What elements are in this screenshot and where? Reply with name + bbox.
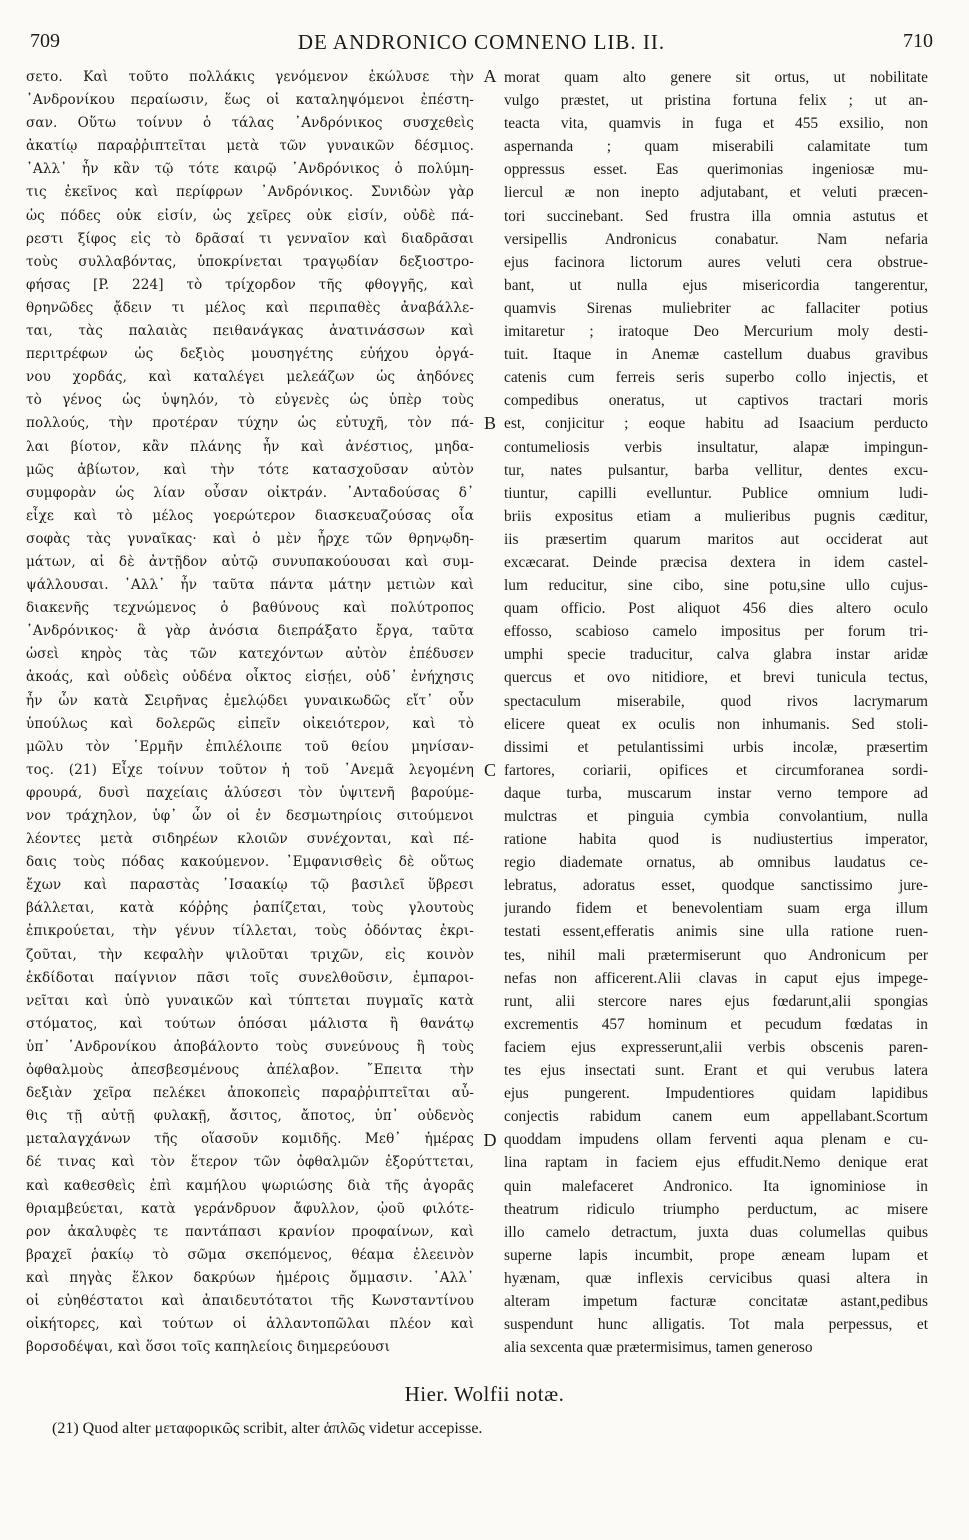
greek-text-line: ᾿Ανδρόνικος· ἃ γὰρ ἀνόσια διεπράξατο ἔργα, ταῦτα (26, 623, 474, 640)
latin-text-line: daque turba, muscarum instar verno tempore ad (504, 784, 928, 802)
greek-text-line: ὡς πόδες οὐκ εἰσίν, ὡς χεῖρες οὐκ εἰσίν, οὐδὲ πά- (26, 207, 474, 224)
greek-text-line: οἰκήτορες, καὶ τούτων οἱ ἀλλαντοπῶλαι πλέον καὶ (26, 1316, 474, 1333)
greek-text-line: ζοῦται, τὴν κεφαλὴν ψιλοῦται τριχῶν, εἰς κοινὸν (26, 946, 474, 963)
greek-text-line: βραχεῖ ῥακίῳ τὸ σῶμα σκεπόμενος, θέαμα ἐλεεινὸν (26, 1246, 474, 1263)
latin-text-line: tuit. Itaque in Anemæ castellum duabus gravibus (504, 346, 928, 364)
greek-text-line: ἐπικρούεται, τὴν γένυν τίλλεται, τοὺς ὀδόντας ἐκρι- (26, 923, 474, 940)
greek-text-line: βορσοδέψαι, καὶ ὅσοι τοῖς καπηλείοις διημερεύουσι (26, 1339, 391, 1356)
greek-text-line: σαν. Οὕτω τοίνυν ὁ τάλας ᾿Ανδρόνικος συσχεθεὶς (26, 115, 474, 132)
latin-text-line: ejus facinora lictorum aures veluti cera obstrue- (504, 253, 928, 271)
latin-text-line: superne lapis incumbit, prope æneam lupam et (504, 1246, 928, 1264)
greek-text-line: ὡσεὶ κηρὸς τὰς τῶν κατεχόντων αὐτὸν ἐπέδυσεν (26, 646, 474, 663)
latin-text-line: teacta vita, quamvis in fuga et 455 exsilio, non (504, 115, 928, 133)
latin-text-line: runt, alii stercore nares ejus fœdarunt,alii spongias (504, 992, 928, 1010)
greek-text-line: ἦν ὧν κατὰ Σειρῆνας ἐμελῴδει γυναικωδῶς εἴτ᾿ οὖν (26, 692, 474, 709)
latin-text-line: tiuntur, capilli evelluntur. Publice omnium ludi- (504, 484, 928, 502)
greek-text-line: νον τράχηλον, ὑφ᾿ ὧν οἱ ἐν δεσμωτηρίοις σιτούμενοι (26, 808, 474, 824)
page-number-right: 710 (903, 30, 933, 52)
latin-text-line: aspernanda ; quam miserabili calamitate tum (504, 138, 928, 156)
greek-text-line: οἱ εὐηθέστατοι καὶ ἀπαιδευτότατοι τῆς Κωνσταντίνου (26, 1292, 474, 1309)
greek-text-line: καὶ πηγὰς ἕλκον δακρύων ἡμέροις ὄμμασιν. ᾿Αλλ᾿ (26, 1269, 474, 1286)
greek-text-line: καὶ καθεσθεὶς ἐπὶ καμήλου ψωριώσης διὰ τῆς ἀγορᾶς (26, 1177, 474, 1194)
latin-text-line: bant, ut nulla ejus misericordia tangerentur, (504, 276, 928, 294)
greek-text-line: ψάλλουσαι. ᾿Αλλ᾿ ἦν ταῦτα πάντα μάτην μετιὼν καὶ (26, 577, 474, 594)
latin-text-line: conjectis rabidum canem eum appellabant.Scortum (504, 1108, 928, 1126)
latin-text-line: spectaculum miserabile, quod rivos lacrymarum (504, 692, 928, 710)
latin-text-line: tes, nihil mali prætermiserunt quo Andronicum per (504, 946, 928, 964)
greek-text-line: ἐκδίδοται παίγνιον πᾶσι τοῖς συνελθοῦσιν, ἐμπαροι- (26, 969, 474, 986)
latin-text-column (504, 66, 928, 1359)
greek-text-line: διακενῆς τεχνώμενος ὁ βαθύνους καὶ πολύτροπος (26, 600, 474, 617)
footnote-21: (21) Quod alter μεταφορικῶς scribit, alter ἁπλῶς videtur accepisse. (52, 1420, 483, 1437)
latin-text-line: nefas non afficerent.Alii clavas in caput ejus impege- (504, 969, 928, 987)
greek-text-line: λέοντες μετὰ σιδηρέων κλοιῶν συνέχονται, καὶ πέ- (26, 831, 474, 848)
latin-text-line: briis expositus etiam a mulieribus pugnis cæditur, (504, 507, 928, 525)
greek-text-column (26, 66, 474, 1359)
greek-text-line: περιτρέφων ὡς δεξιὸς μουσηγέτης εὐήχου ὀργά- (26, 346, 474, 363)
latin-text-line: excæcarat. Deinde præcisa dextera in idem castel- (504, 553, 928, 571)
latin-text-line: mulctras et pinguia cymbia convolantium, nulla (504, 808, 928, 825)
latin-text-line: regio diademate ornatus, ab omnibus laudatus ce- (504, 854, 928, 872)
latin-text-line: quin malefaceret Andronico. Ita ignominiose in (504, 1177, 928, 1195)
latin-text-line: morat quam alto genere sit ortus, ut nobilitate (504, 69, 928, 86)
latin-text-line: imitaretur ; iratoque Deo Mercurium moly desti- (504, 323, 928, 341)
greek-text-line: ρον ἀκαλυφὲς τε παντάπασι κρανίον προφαίνων, καὶ (26, 1223, 474, 1240)
latin-text-line: lina raptam in faciem ejus effudit.Nemo denique erat (504, 1154, 928, 1172)
greek-text-line: φρουρά, δυσὶ παχείαις ἁλύσεσι τὸν ὑψιτενῆ βαρούμε- (26, 784, 474, 801)
latin-text-line: illo camelo detractum, juxta duas columellas quibus (504, 1223, 928, 1241)
latin-text-line: faciem ejus expresserunt,alii verbis obscenis paren- (504, 1038, 928, 1056)
greek-text-line: θρηνῶδες ᾄδειν τι μέλος καὶ περιπαθὲς ἀναβάλλε- (26, 299, 474, 316)
latin-text-line: excrementis 457 hominum et pecudum fœdatas in (504, 1015, 928, 1033)
greek-text-line: ᾿Αλλ᾿ ἦν κἂν τῷ τότε καιρῷ ᾿Ανδρόνικος ὁ πολύμη- (26, 161, 474, 178)
margin-marker-a: A (483, 66, 497, 86)
latin-text-line: jurando fidem et benevolentiam suam erga illum (504, 900, 928, 918)
latin-text-line: catenis cum ferreis seris superbo collo injectis, et (504, 369, 928, 387)
greek-text-line: συμφορὰν ὡς λίαν οὖσαν οἰκτράν. ᾿Ανταδούσας δ᾿ (26, 484, 474, 501)
latin-text-line: ejus pungerent. Impudentiores quidam lapidibus (504, 1085, 928, 1103)
latin-text-line: quoddam impudens ollam ferventi aqua plenam e cu- (504, 1131, 928, 1149)
latin-text-line: quam officio. Post aliquot 456 dies altero oculo (504, 600, 928, 618)
latin-text-line: tes ejus insectati sunt. Erant et qui verubus latera (504, 1062, 928, 1080)
greek-text-line: ὑπ᾿ ᾿Ανδρονίκου ἀποβάλοντο τοὺς συνεύνους ἢ τοὺς (26, 1038, 474, 1055)
notes-title: Hier. Wolfii notæ. (404, 1382, 565, 1406)
latin-text-line: suspendunt hunc alligatis. Tot mala perpessus, et (504, 1316, 928, 1334)
greek-text-line: πολλούς, τὴν προτέραν τύχην ὡς εὐτυχῆ, τὸν πά- (26, 415, 474, 432)
greek-text-line: τὸ γένος ὡς ὑψηλόν, τὸ εὐγενὲς ὡς ὑπὲρ τοὺς (26, 392, 474, 409)
latin-text-line: testati essent,efferatis animis sine ulla ratione ruen- (504, 923, 928, 941)
latin-text-line: contumeliosis verbis insultatur, alapæ impingun- (504, 438, 928, 456)
greek-text-line: τις ἐκεῖνος καὶ περίφρων ᾿Ανδρόνικος. Συνιδὼν γὰρ (26, 184, 474, 201)
latin-text-line: umphi specie traducitur, calva glabra instar aridæ (504, 646, 928, 664)
greek-text-line: ρεστι ξίφος εἰς τὸ δρᾶσαί τι γενναῖον καὶ διαδρᾶσαι (26, 230, 474, 247)
latin-text-line: compedibus oneratus, ut captivos tractari moris (504, 392, 928, 410)
greek-text-line: νεῖται καὶ ὑπὸ γυναικῶν καὶ τύπτεται πυγμαῖς κατὰ (26, 992, 474, 1009)
latin-text-line: lebratus, adoratus esset, quodque sanctissimo jure- (504, 877, 928, 895)
latin-text-line: lum reducitur, sine cibo, sine potu,sine ullo cujus- (504, 577, 928, 595)
latin-text-line: dissimi et petulantissimi urbis incolæ, præsertim (504, 738, 928, 756)
greek-text-line: μεταλαγχάνων τῆς οἵασοῦν κομιδῆς. Μεθ᾿ ἡμέρας (26, 1131, 474, 1148)
latin-text-line: ratione habita quod is nudiustertius imperator, (504, 831, 928, 849)
latin-text-line: versipellis Andronicus conabatur. Nam nefaria (504, 230, 928, 248)
greek-text-line: λαι βίοτον, κἂν πλάνης ἦν καὶ ἀνέστιος, μηδα- (26, 438, 474, 455)
latin-text-line: hyænam, quæ inflexis cervicibus quasi altera in (504, 1269, 928, 1287)
greek-text-line: τοὺς συλλαβόντας, ὑποκρίνεται τραγῳδίαν δεξιοστρο- (26, 253, 474, 270)
greek-text-line: δεξιὰν χεῖρα πελέκει ἀποκοπεὶς παραῤῥιπτεῖται αὖ- (26, 1085, 474, 1102)
margin-marker-c: C (483, 760, 496, 780)
latin-text-line: alteram impetum facturæ concitatæ astant,pedibus (504, 1292, 928, 1310)
greek-text-line: θριαμβεύεται, κατὰ γεράνδρυον ἄφυλλον, ᾠοῦ φιλότε- (26, 1200, 474, 1217)
latin-text-line: quercus et ovo nitidiore, et brevi tunicula tectus, (504, 669, 928, 687)
latin-text-line: tori succinebant. Sed frustra illa omnia astutus et (504, 207, 928, 225)
greek-text-line: μῶς ἀβίωτον, καὶ τὴν τότε κατασχοῦσαν αὐτὸν (26, 461, 474, 478)
latin-text-line: quamvis Sirenas muliebriter ac fallaciter potius (504, 299, 928, 317)
greek-text-line: ὑπούλως καὶ δολερῶς εἰπεῖν οἰκειότερον, καὶ τὸ (26, 715, 474, 732)
latin-text-line: alia sexcenta quæ prætermisimus, tamen generoso (504, 1339, 813, 1357)
greek-text-line: νου χορδάς, καὶ καταλέγει μελεάζων ὡς ἀηδόνες (26, 369, 474, 386)
running-title: DE ANDRONICO COMNENO LIB. II. (297, 30, 666, 54)
margin-marker-d: D (483, 1130, 497, 1150)
margin-marker-b: B (483, 413, 496, 433)
greek-text-line: θις τῇ αὐτῇ φυλακῇ, ἄσιτος, ἄποτος, ὑπ᾿ οὐδενὸς (26, 1108, 474, 1125)
greek-text-line: βάλλεται, κατὰ κόῤῥης ῥαπίζεται, τοὺς γλουτοὺς (26, 900, 474, 917)
greek-text-line: δέ τινας καὶ τὸν ἕτερον τῶν ὀφθαλμῶν ἐξορύττεται, (26, 1154, 474, 1171)
greek-text-line: στόματος, καὶ τούτων ὁπόσαι μάλιστα ἢ θανάτῳ (26, 1015, 474, 1032)
greek-text-line: μάτων, αἱ δὲ ἀντῇδον αὐτῷ συνυπακούουσαι καὶ συμ- (26, 553, 474, 570)
greek-text-line: ἀκατίῳ παραῤῥιπτεῖται μετὰ τῶν γυναικῶν δέσμιος. (26, 138, 474, 155)
latin-text-line: liercul æ non inepto adjutabant, et veluti præcen- (504, 184, 928, 202)
latin-text-line: iis præsertim quarum maritos aut occiderat aut (504, 530, 928, 548)
greek-text-line: τος. (21) Εἶχε τοίνυν τοῦτον ἡ τοῦ ᾿Ανεμᾶ λεγομένη (26, 761, 474, 778)
latin-text-line: elicere queat ex oculis non inhumanis. Sed stoli- (504, 715, 928, 733)
greek-text-line: ται, τὰς παλαιὰς πειθανάγκας ἀνατινάσσων καὶ (26, 323, 474, 340)
latin-text-line: vulgo præstet, ut pristina fortuna felix ; ut an- (504, 92, 928, 110)
latin-text-line: fartores, coriarii, opifices et circumforanea sordi- (504, 761, 928, 779)
page-number-left: 709 (30, 30, 60, 52)
latin-text-line: tur, nates pulsantur, barba vellitur, dentes excu- (504, 461, 928, 479)
page-header (30, 22, 933, 62)
greek-text-line: μῶλυ τὸν ῾Ερμῆν ἐπιλέλοιπε τοῦ θείου μηνίσαν- (26, 738, 474, 755)
greek-text-line: φήσας [P. 224] τὸ τρίχορδον τῆς φθογγῆς, καὶ (26, 276, 474, 293)
latin-text-line: effosso, scabioso camelo impositus per forum tri- (504, 623, 928, 641)
latin-text-line: oppressus esset. Eas querimonias ingeniosæ mu- (504, 161, 928, 179)
greek-text-line: σετο. Καὶ τοῦτο πολλάκις γενόμενον ἐκώλυσε τὴν (26, 69, 474, 85)
latin-text-line: est, conjicitur ; eoque habitu ad Isaacium perducto (504, 415, 928, 433)
greek-text-line: ἔχων καὶ παραστὰς ᾿Ισαακίῳ τῷ βασιλεῖ ὕβρεσι (26, 877, 474, 894)
greek-text-line: εἶχε καὶ τὸ μέλος γοερώτερον διασκευαζούσας οἷα (26, 507, 474, 524)
greek-text-line: σοφὰς τὰς γυναῖκας· καὶ ὁ μὲν ἦρχε τῶν θρηνῳδη- (26, 530, 474, 547)
latin-text-line: theatrum ridiculo triumpho perductum, ac misere (504, 1200, 928, 1218)
greek-text-line: ᾿Ανδρονίκου περαίωσιν, ἕως οἱ καταληψόμενοι ἐπέστη- (26, 92, 474, 109)
greek-text-line: ἀκοάς, καὶ οὐδεὶς οὐδένα οἶκτος εἰσῄει, οὐδ᾿ ἐνήχησις (26, 669, 474, 686)
greek-text-line: δαις τοὺς πόδας κακούμενον. ᾿Εμφανισθεὶς δὲ οὕτως (26, 854, 474, 871)
greek-text-line: ὀφθαλμοὺς ἀπεσβεσμένους ἀπέλαβον. ῎Επειτα τὴν (26, 1062, 474, 1079)
